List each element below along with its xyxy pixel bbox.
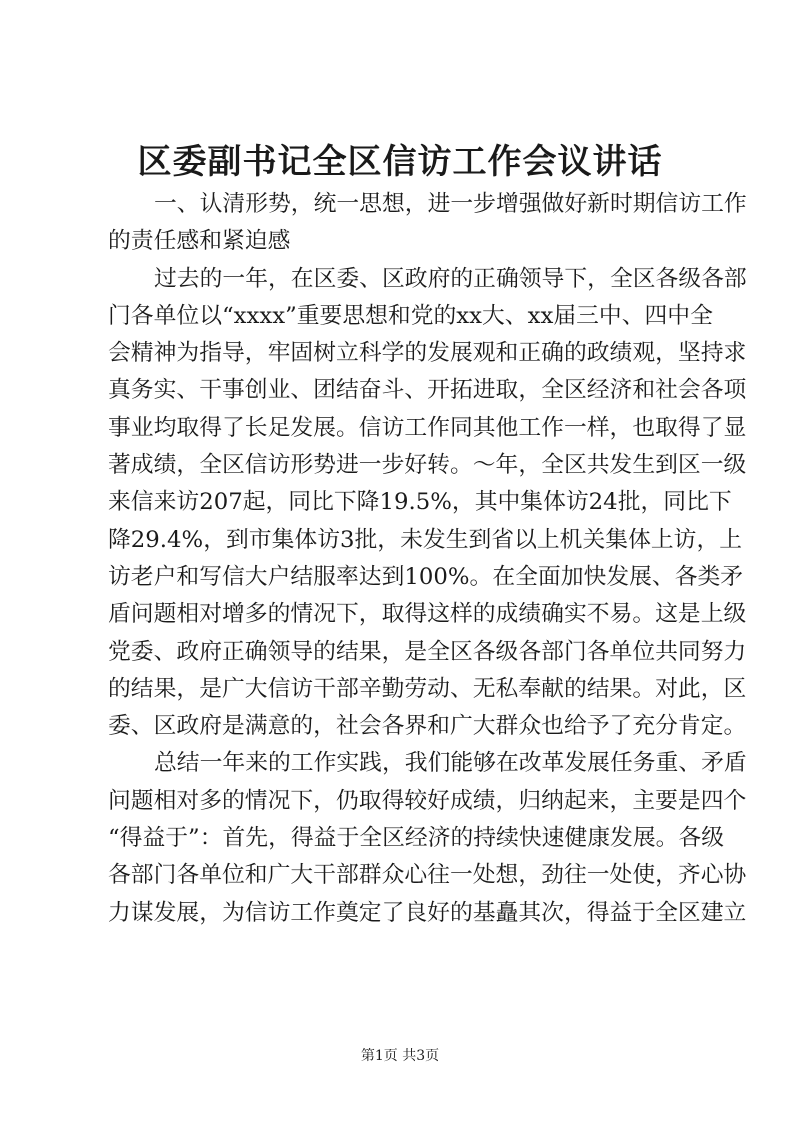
paragraph-line: 各部门各单位和广大干部群众心往一处想，劲往一处使，齐心协 xyxy=(108,862,747,889)
paragraph-line: 著成绩，全区信访形势进一步好转。～年，全区共发生到区一级 xyxy=(108,452,747,479)
paragraph-line: 真务实、干事创业、团结奋斗、开拓进取，全区经济和社会各项 xyxy=(108,377,747,404)
paragraph-line: 党委、政府正确领导的结果，是全区各级各部门各单位共同努力 xyxy=(108,638,747,665)
paragraph-line: 降29.4%，到市集体访3批，未发生到省以上机关集体上访，上 xyxy=(108,526,743,553)
paragraph-line: 门各单位以“xxxx”重要思想和党的xx大、xx届三中、四中全 xyxy=(108,302,713,329)
paragraph-line: 的结果，是广大信访干部辛勤劳动、无私奉献的结果。对此，区 xyxy=(108,675,747,702)
paragraph-line: “得益于”：首先，得益于全区经济的持续快速健康发展。各级 xyxy=(108,825,725,852)
paragraph-line: 盾问题相对增多的情况下，取得这样的成绩确实不易。这是上级 xyxy=(108,601,747,628)
document-body xyxy=(108,186,747,932)
section-heading-line: 一、认清形势，统一思想，进一步增强做好新时期信访工作 xyxy=(154,191,747,217)
paragraph-line: 过去的一年，在区委、区政府的正确领导下，全区各级各部 xyxy=(154,265,747,292)
paragraph-line: 来信来访207起，同比下降19.5%，其中集体访24批，同比下 xyxy=(108,489,732,516)
paragraph-line: 力谋发展，为信访工作奠定了良好的基矗其次，得益于全区建立 xyxy=(108,899,747,926)
document-title: 区委副书记全区信访工作会议讲话 xyxy=(137,142,663,182)
paragraph-line: 总结一年来的工作实践，我们能够在改革发展任务重、矛盾 xyxy=(154,750,747,777)
paragraph-line: 会精神为指导，牢固树立科学的发展观和正确的政绩观，坚持求 xyxy=(108,340,747,367)
paragraph-line: 访老户和写信大户结服率达到100%。在全面加快发展、各类矛 xyxy=(108,563,744,590)
section-heading-line: 的责任感和紧迫感 xyxy=(108,228,291,255)
page-number-footer: 第1页 共3页 xyxy=(360,1048,440,1064)
paragraph-line: 委、区政府是满意的，社会各界和广大群众也给予了充分肯定。 xyxy=(108,713,747,740)
paragraph-line: 问题相对多的情况下，仍取得较好成绩，归纳起来，主要是四个 xyxy=(108,787,747,814)
paragraph-line: 事业均取得了长足发展。信访工作同其他工作一样，也取得了显 xyxy=(108,414,747,441)
